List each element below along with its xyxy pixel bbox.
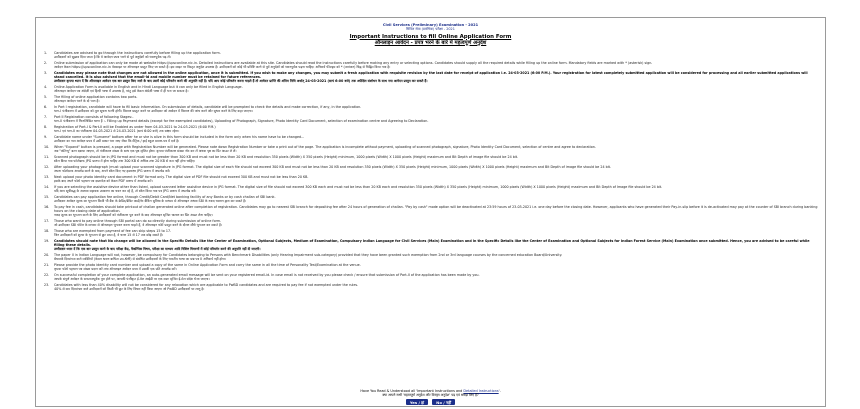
instruction-text-en: Candidates with less than 40% disability will not be considered for any relaxation which are applicable to PwBD candidates and are required to pay fee if not exempted under the rules.: [54, 282, 359, 287]
instruction-item: [44, 52, 819, 60]
instruction-item: [44, 240, 819, 252]
instruction-item: [44, 220, 819, 228]
instruction-body: [54, 156, 819, 164]
instruction-text-en: Candidates should note that No change will be allowed in the Specific Details like the Center of Examination, Optional Subjects, Medium of Examination, Compulsory Indian Language for Civil Services (Main) Examination and in the Specific Details like the Center of Examination and Optional Subjects for Indian Forest Service (Main) Examination once submitted. Hence, you are advised to be careful while filling these details.: [54, 238, 810, 247]
confirmation-question-hi: क्या आपने सभी 'महत्वपूर्ण अनुदेश और विस्तृत अनुदेश' पढ़ एवं समझ लिए हैं?: [382, 393, 479, 397]
instruction-body: [54, 96, 819, 104]
instruction-text-hi: भाग-II पंजीकरण में निम्नलिखित चरण हैं :- Filling up Payment details (except for fee exempted candidates), Uploading of Photograph, Signature, Photo Identity Card Document, selection of examination centre and Agreeing to Declaration.: [54, 118, 429, 123]
instruction-text-hi: बेंचमार्क दिव्यांगता वाले व्यक्तियों (केवल श्रवण बाधिता उप-श्रेणी) से संबंधित उम्मीदवारों के लिए भारतीय भाषा का प्रश्न पत्र II अनिवार्य नहीं होगा।: [54, 256, 227, 261]
instruction-body: [54, 196, 819, 204]
instruction-number: 7.: [44, 114, 48, 119]
instruction-number: 8.: [44, 124, 48, 129]
instruction-item: [44, 136, 819, 144]
instructions-panel: [35, 17, 826, 407]
instruction-body: [54, 136, 819, 144]
instruction-number: 22.: [44, 272, 50, 277]
instruction-text-en: Candidates are advised to go through the instructions carefully before filling up the application form.: [54, 51, 221, 55]
instruction-item: [44, 166, 819, 174]
instruction-number: 4.: [44, 84, 48, 89]
instruction-body: [54, 166, 819, 174]
instruction-text-hi: कृपया फोटो पहचान पत्र संख्या प्रदान करें तथा ऑनलाइन आवेदन प्रपत्र में उसकी एक प्रति अपलोड करें।: [54, 266, 177, 271]
instruction-item: [44, 206, 819, 218]
instruction-text-hi: जिन उम्मीदवारों को शुल्क के भुगतान से छूट प्राप्त है, वे चरण 15 से 17 तक छोड़ सकते हैं।: [54, 232, 164, 237]
instruction-body: [54, 186, 819, 194]
instruction-number: 16.: [44, 204, 50, 209]
instruction-item: [44, 62, 819, 70]
instruction-text-en: After uploading your photograph (must upload your scanned signature in JPG format. The digital size of each file should not exceed 300 KB and must not be less than 20 KB and resolution 350 pixels (Width) X 350 pixels (Height) minimum, 1000 pixels (Width) X 1000 pixels (Height) maximum and Bit Depth of image file should be 24 bit.: [54, 164, 611, 169]
yes-button[interactable]: Yes / हां: [406, 399, 428, 405]
instruction-text-en: Online Application Form is available in English and in Hindi Language but it can only be filled in English Language.: [54, 84, 243, 89]
instruction-body: [54, 86, 819, 94]
instruction-text-en: The paper II in Indian Language will not, however, be compulsory for Candidates belonging to Persons with Benchmark Disabilities (only Hearing Impairment sub-category) provided that they have been granted such exemption from 2nd or 3rd language courses by the concerned education Board/University.: [54, 252, 563, 257]
instruction-text-hi: 40% से कम दिव्यांगता वाले उम्मीदवारों को किसी भी छूट के लिए विचार नहीं किया जाएगा जो PwBD उम्मीदवारों पर लागू है।: [54, 286, 205, 291]
instruction-text-en: Candidates can pay application fee online, through Credit/Debit Card/Net banking facility of any Banks or by cash challan of SBI bank.: [54, 194, 276, 199]
instruction-text-hi: भाग-I एवं भाग-II का पंजीकरण 04-03-2021 से 24-03-2021 (सायं 6:00 बजे) तक सक्षम रहेगा।: [54, 128, 180, 133]
page-title-hi: ऑनलाइन आवेदन - प्रपत्र भरने के बारे में महत्वपूर्ण अनुदेश: [374, 39, 487, 46]
instruction-body: [54, 230, 819, 238]
instruction-text-en: Scanned photograph should be in JPG format and must not be greater than 300 KB and must not be less than 20 KB and resolution 350 pixels (Width) X 350 pixels (Height) minimum, 1000 pixels (Width) X 1000 pixels (Height) maximum and Bit Depth of image file should be 24 bit.: [54, 154, 519, 159]
instruction-number: 10.: [44, 144, 50, 149]
instruction-item: [44, 274, 819, 282]
instruction-text-en: When "Expand" button is pressed, a page with Registration Number will be generated. Please note down Registration Number or take a print out of the page. The application is incomplete without payment, uploading of scanned photograph, signature, Photo Identity Card Document, selection of centre and agree to declaration.: [54, 144, 596, 149]
instruction-text-hi: भाग-I पंजीकरण में उम्मीदवार को मूल सूचना भरनी होगी। विवरण प्रस्तुत करने पर उम्मीदवार को आवेदन में विवरण की जांच करने और सुधार करने के लिए कहा जाएगा।: [54, 108, 253, 113]
instruction-number: 6.: [44, 104, 48, 109]
exam-name-hi: सिविल सेवा (प्रारंभिक) परीक्षा - 2021: [406, 27, 455, 32]
instruction-body: [54, 126, 819, 134]
instruction-item: [44, 156, 819, 164]
instruction-body: [54, 220, 819, 228]
instruction-number: 1.: [44, 51, 48, 55]
instruction-body: [54, 240, 819, 252]
instruction-body: [54, 264, 819, 272]
instruction-text-en: Online submission of application can only be made at website https://upsconline.nic.in. Detailed instructions are available at this site. Candidates should read the instructions carefully before making any entry or selecting options. Candidates should supply all the required details while filling up the online form. Mandatory fields are marked with * (asterisk) sign.: [54, 61, 653, 65]
instruction-text-hi: उम्मीदवार ध्यान दें कि एक बार प्रस्तुत करने के बाद परीक्षा केंद्र, वैकल्पिक विषय, परीक्षा का माध्यम आदि विशिष्ट विवरणों में कोई परिवर्तन करने की अनुमति नहीं दी जाएगी।: [54, 246, 261, 251]
instruction-text-hi: स्कैन किया गया फोटोग्राफ JPG प्रारूप में होना चाहिए तथा 300 KB से अधिक तथा 20 KB से कम नहीं होना चाहिए।: [54, 158, 196, 163]
instruction-body: [54, 146, 819, 154]
instruction-text-en: Candidates may please note that changes are not allowed in the online application, once it is submitted. If you wish to make any changes, you may submit a fresh application with requisite revision by the last date for receipt of application i.e. 24-03-2021 (6:00 P.M.). Your registration for latest completely submitted application will be considered for processing and all earlier submitted applications will stand cancelled. It is also advised that the email-id and mobile number must be retained for future references.: [54, 71, 808, 79]
instruction-text-hi: अपना फोटोग्राफ अपलोड करने के बाद, अपने स्कैन किए गए हस्ताक्षर JPG प्रारूप में अपलोड करें।: [54, 168, 171, 173]
instruction-text-en: Part II Registration consists of following Stages:-: [54, 114, 134, 119]
instruction-text-hi: जो उम्मीदवार SBI पोर्टल के माध्यम से ऑनलाइन भुगतान करना चाहते हैं, वे ऑनलाइन फॉर्म प्रस्तुत करने के दौरान सीधे भुगतान कर सकते हैं।: [54, 222, 222, 227]
confirmation-buttons: [36, 399, 825, 405]
instruction-item: [44, 126, 819, 134]
instruction-item: [44, 264, 819, 272]
instruction-number: 23.: [44, 282, 50, 287]
instruction-body: [54, 106, 819, 114]
instruction-item: [44, 186, 819, 194]
instruction-item: [44, 176, 819, 184]
page-title-en: Important Instructions to fill Online Application Form: [349, 33, 512, 40]
instruction-body: [54, 52, 819, 60]
instruction-text-en: Those who want to pay online through SBI portal can do so directly during submission of online form.: [54, 218, 222, 223]
detailed-instructions-link[interactable]: Detailed Instructions: [463, 389, 499, 393]
instruction-number: 12.: [44, 164, 50, 169]
instruction-text-en: The filling of online application contains two parts.: [54, 94, 138, 99]
instruction-body: [54, 116, 819, 124]
exam-name-en: Civil Services (Preliminary) Examination - 2021: [382, 23, 479, 27]
instruction-item: [44, 86, 819, 94]
instruction-number: 9.: [44, 134, 48, 139]
instruction-number: 17.: [44, 218, 50, 223]
instruction-text-hi: नकद शुल्क का भुगतान करने के लिए उम्मीदवारों को पंजीकरण पूरा करने के बाद ऑनलाइन सृजित चालान का प्रिंट आउट लेना चाहिए।: [54, 212, 213, 217]
instruction-text-hi: जब "कंटिन्यू" बटन दबाया जाएगा, तो पंजीकरण संख्या के साथ एक पृष्ठ सृजित होगा। कृपया पंजीकरण संख्या नोट कर लें अथवा पृष्ठ का प्रिंट आउट ले लें।: [54, 148, 237, 153]
instruction-body: [54, 206, 819, 218]
instruction-item: [44, 106, 819, 114]
instruction-number: 20.: [44, 252, 50, 257]
instruction-text-en: To pay fee in cash, candidates should take printout of challan generated online after completion of registration. Candidates may go to nearest SBI branch for depositing fee after 24 hours of generation of challan. "Pay by cash" mode option will be deactivated at 23:59 hours of 23-03-2021 i.e. one day before the closing date. However, applicants who have generated their Pay-in-slip before it is de-activated may pay at the counter of SBI branch during banking hours on the closing date of application.: [54, 204, 818, 213]
instruction-item: [44, 230, 819, 238]
instruction-number: 14.: [44, 184, 50, 189]
instruction-number: 18.: [44, 228, 50, 233]
instruction-number: 21.: [44, 262, 50, 267]
instruction-number: 13.: [44, 174, 50, 179]
no-button[interactable]: No / नहीं: [432, 399, 455, 405]
instruction-number: 15.: [44, 194, 50, 199]
instruction-text-hi: उम्मीदवार कृपया ध्यान दें कि ऑनलाइन आवेदन एक बार प्रस्तुत किए जाने के बाद उसमें कोई परिवर्तन करने की अनुमति नहीं है। यदि आप कोई परिवर्तन करना चाहते हैं तो आवेदन प्राप्ति की अंतिम तिथि अर्थात् 24-03-2021 (सायं 6:00 बजे) तक अपेक्षित संशोधन के साथ नया आवेदन प्रस्तुत कर सकते हैं।: [54, 78, 428, 83]
instruction-text-en: On successful completion of your complete application, an auto-generated email message will be sent on your registered email-id. In case email is not received by you please check / ensure that submission of Part-II of the application has been made by you.: [54, 272, 480, 277]
instruction-body: [54, 72, 819, 84]
instruction-text-en: Those who are exempted from payment of fee can skip steps 15 to 17.: [54, 228, 172, 233]
instruction-item: [44, 254, 819, 262]
instruction-text-hi: ऑनलाइन आवेदन भरने के दो भाग हैं।: [54, 98, 100, 103]
instruction-text-en: If you are selecting the assistive device other than listed, upload scanned letter assistive device in JPG format. The digital size of file should not exceed 300 KB each and must not be less than 20 KB each and resolution 350 pixels (Width) X 350 pixels (Height) minimum, 1000 pixels (Width) X 1000 pixels (Height) maximum and Bit Depth of Image file should be 24 bit.: [54, 184, 663, 189]
instruction-text-hi: इसके बाद अपने फोटो पहचान पत्र दस्तावेज़ को केवल PDF प्रारूप में अपलोड करें।: [54, 178, 153, 183]
instruction-number: 2.: [44, 61, 48, 65]
instruction-text-en: In Part I registration, candidate will have to fill basic information. On submission of details, candidate will be prompted to check the details and make correction, if any, in the application.: [54, 104, 362, 109]
instruction-text-en: Candidate name under "Surname" bottom after he or she is alive in this form should be included in the form only when his name have to be changed...: [54, 134, 305, 139]
instruction-item: [44, 96, 819, 104]
instruction-text-hi: उम्मीदवार आवेदन शुल्क का भुगतान किसी भी बैंक के क्रेडिट/डेबिट कार्ड/नेट बैंकिंग सुविधा के माध्यम से ऑनलाइन अथवा SBI के नकद चालान द्वारा कर सकते हैं।: [54, 198, 247, 203]
question-text-post: '.: [498, 389, 501, 393]
instruction-text-hi: ऑनलाइन आवेदन पत्र अंग्रेज़ी एवं हिन्दी भाषा में उपलब्ध है, परंतु इसे केवल अंग्रेज़ी भाषा में ही भरा जा सकता है।: [54, 88, 189, 93]
instruction-text-hi: उम्मीदवार का नाम आवेदन प्रपत्र में उसी प्रकार भरा जाए जैसा कि मैट्रिक / हाई स्कूल प्रमाण-पत्र में दर्ज है।: [54, 138, 180, 143]
instruction-item: [44, 72, 819, 84]
question-text-pre: Have You Read & Understood all 'Important Instructions and: [360, 389, 464, 393]
instruction-text-en: Registration of Part-I & Part-II will be Enabled as under from 04-03-2021 to 24-03-2021 (6:00 P.M.): [54, 124, 216, 129]
instruction-text-hi: आपके संपूर्ण आवेदन के सफलतापूर्वक पूरा होने पर, आपकी पंजीकृत ई-मेल आईडी पर एक स्वतः सृजित ई-मेल संदेश भेजा जाएगा।: [54, 276, 210, 281]
instruction-body: [54, 176, 819, 184]
instruction-item: [44, 196, 819, 204]
instruction-text-hi: उम्मीदवारों को सुझाव दिया जाता है कि वे आवेदन प्रपत्र भरने से पूर्व अनुदेशों को ध्यानपूर्वक पढ़ लें।: [54, 54, 171, 59]
instruction-text-hi: आवेदन केवल https://upsconline.nic.in वेबसाइट पर ऑनलाइन प्रस्तुत किए जा सकते हैं। इस साइट पर विस्तृत अनुदेश उपलब्ध हैं। उम्मीदवारों को कोई भी प्रविष्टि करने से पूर्व अनुदेशों को ध्यानपूर्वक पढ़ना चाहिए। अनिवार्य फील्ड्स को * (तारांकन) चिह्न से चिह्नित किया गया है।: [54, 64, 391, 69]
instruction-item: [44, 284, 819, 292]
instruction-number: 5.: [44, 94, 48, 99]
instruction-body: [54, 284, 819, 292]
instruction-number: 3.: [44, 71, 48, 75]
instruction-item: [44, 116, 819, 124]
instruction-text-hi: यदि आप सूचीबद्ध के अलावा सहायक उपकरण का चयन कर रहे हैं, तो स्कैन किया गया पत्र JPG प्रारूप में अपलोड करें।: [54, 188, 197, 193]
instruction-body: [54, 274, 819, 282]
instruction-number: 11.: [44, 154, 50, 159]
instruction-text-en: Next upload your photo identity card document in PDF format only. The digital size of PDF file should not exceed 300 KB and must not be less than 20 KB.: [54, 174, 309, 179]
instruction-text-en: Please provide the photo identity card number and upload a copy of the same in Online Application Form and carry the same in all the time of Personality Test/Examination at the venue.: [54, 262, 361, 267]
instruction-number: 19.: [44, 238, 50, 243]
instruction-body: [54, 62, 819, 70]
instruction-list: [44, 52, 819, 294]
page-header: [36, 23, 825, 46]
confirmation-footer: [36, 389, 825, 405]
instruction-body: [54, 254, 819, 262]
instruction-item: [44, 146, 819, 154]
